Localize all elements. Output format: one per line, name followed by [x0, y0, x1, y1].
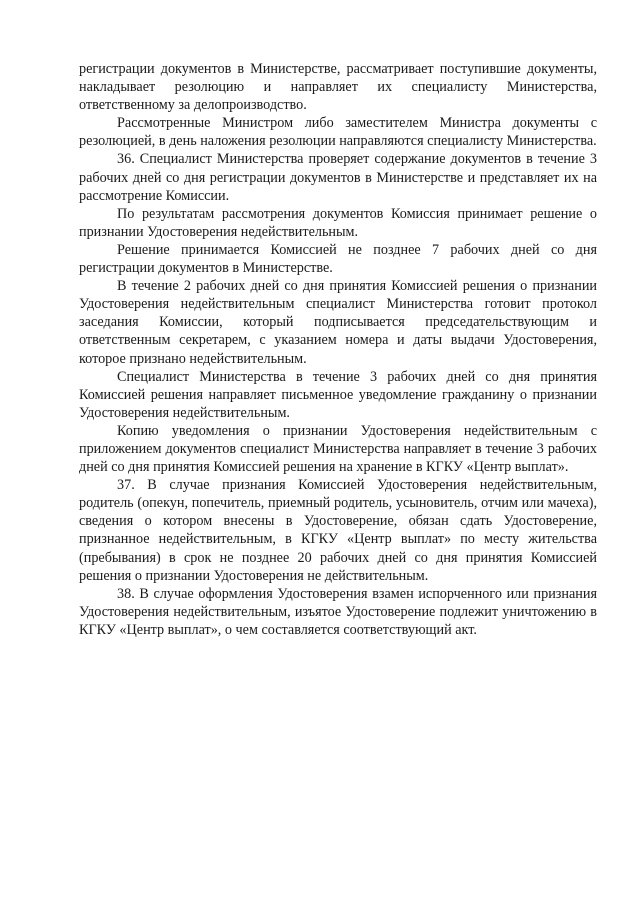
paragraph-reviewed-documents: Рассмотренные Министром либо заместителем Министра документы с резолюцией, в день наложения резолюции направляются специалисту Министерства. [79, 115, 597, 150]
paragraph-continuation: регистрации документов в Министерстве, рассматривает поступившие документы, накладывает резолюцию и направляет их специалисту Министерства, ответственному за делопроизводство. [79, 61, 597, 114]
paragraph-notification: Специалист Министерства в течение 3 рабочих дней со дня принятия Комиссией решения направляет письменное уведомление гражданину о признании Удостоверения недействительным. [79, 368, 597, 421]
paragraph-protocol: В течение 2 рабочих дней со дня принятия Комиссией решения о признании Удостоверения недействительным специалист Министерства готовит протокол заседания Комиссии, который подписывается председательствующим и ответственным секретарем, с указанием номера и даты выдачи Удостоверения, которое признано недействительным. [79, 278, 597, 367]
paragraph-commission-decision: По результатам рассмотрения документов Комиссия принимает решение о признании Удостоверения недействительным. [79, 205, 597, 240]
paragraph-item-37: 37. В случае признания Комиссией Удостоверения недействительным, родитель (опекун, попечитель, приемный родитель, усыновитель, отчим или мачеха), сведения о котором внесены в Удостоверение, обязан сдать Удостоверение, признанное недействительным, в КГКУ «Центр выплат» по месту жительства (пребывания) в срок не позднее 20 рабочих дней со дня принятия Комиссией решения о признании Удостоверения не действительным. [79, 477, 597, 584]
paragraph-item-36: 36. Специалист Министерства проверяет содержание документов в течение 3 рабочих дней со дня регистрации документов в Министерстве и представляет их на рассмотрение Комиссии. [79, 151, 597, 204]
document-page [79, 60, 597, 639]
paragraph-decision-deadline: Решение принимается Комиссией не позднее 7 рабочих дней со дня регистрации документов в Министерстве. [79, 241, 597, 277]
paragraph-item-38: 38. В случае оформления Удостоверения взамен испорченного или признания Удостоверения недействительным, изъятое Удостоверение подлежит уничтожению в КГКУ «Центр выплат», о чем составляется соответствующий акт. [79, 585, 597, 638]
paragraph-notification-copy: Копию уведомления о признании Удостоверения недействительным с приложением документов специалист Министерства направляет в течение 3 рабочих дней со дня принятия Комиссией решения на хранение в КГКУ «Центр выплат». [79, 422, 597, 476]
